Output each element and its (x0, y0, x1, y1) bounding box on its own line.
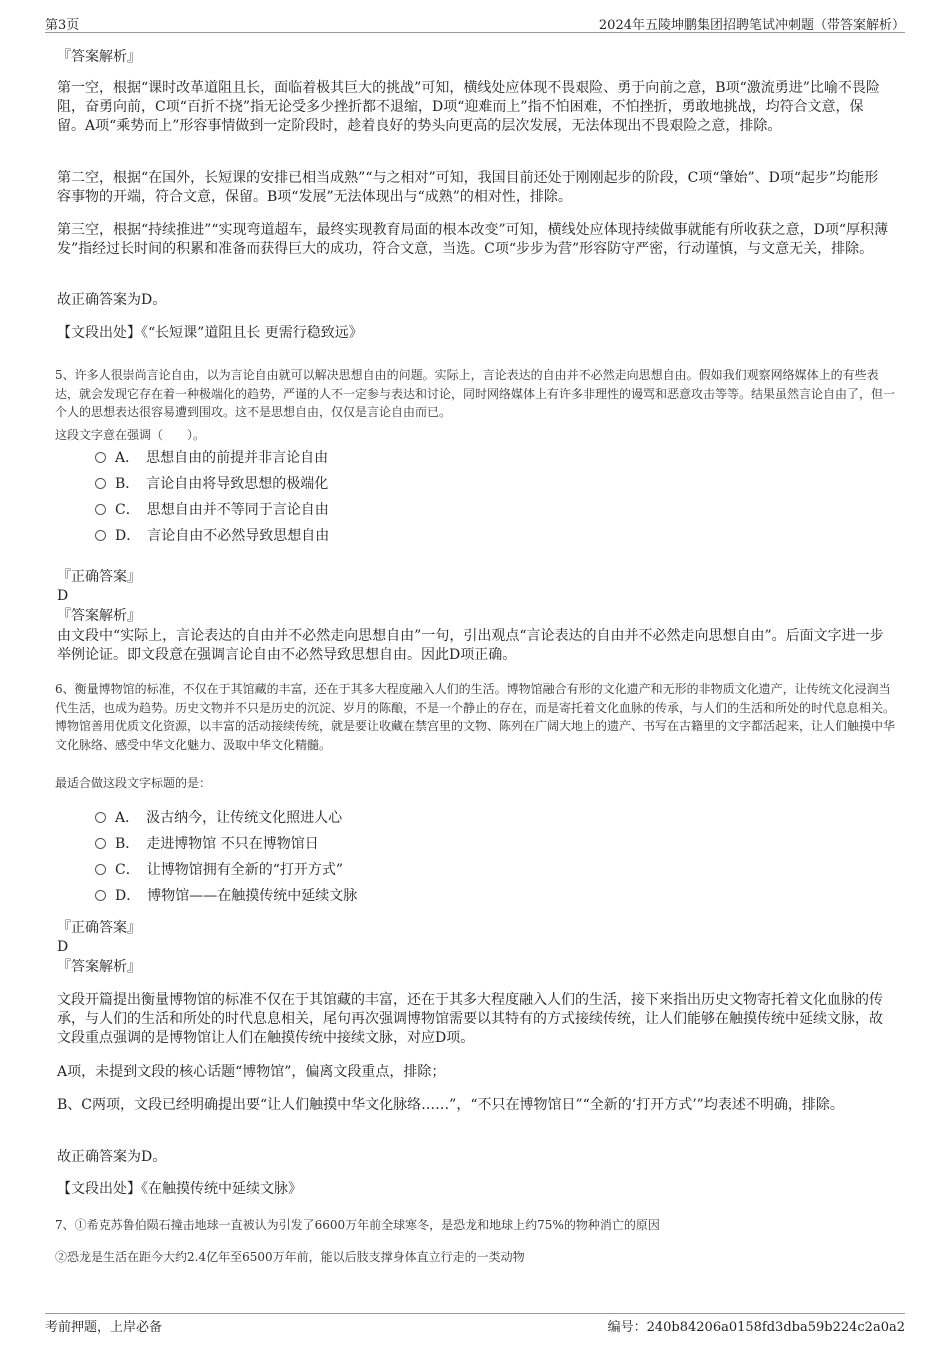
q5-option-d[interactable]: D． 言论自由不必然导致思想自由 (95, 526, 329, 546)
q6-conclusion: 故正确答案为D。 (57, 1149, 167, 1165)
radio-icon[interactable] (95, 890, 106, 901)
q6-analysis-p1: 文段开篇提出衡量博物馆的标准不仅在于其馆藏的丰富，还在于其多大程度融入人们的生活，接下来指出历史文物寄托着文化血脉的传承，与人们的生活和所处的时代息息相关，尾句再次强调博物馆需要以其特有的方式接续传统，让人们能够在触摸传统中延续文脉，故文段重点强调的是博物馆让人们在触摸传统中接续文脉，对应D项。 (57, 992, 883, 1046)
q7-line2: ②恐龙是生活在距今大约2.4亿年至6500万年前，能以后肢支撑身体直立行走的一类动物 (55, 1250, 525, 1264)
document-title: 2024年五陵坤鹏集团招聘笔试冲刺题（带答案解析） (598, 18, 905, 33)
radio-icon[interactable] (95, 864, 106, 875)
page-footer (45, 1313, 905, 1334)
q6-prompt: 最适合做这段文字标题的是： (55, 776, 212, 790)
q4-analysis-p2: 第二空，根据“在国外，长短课的安排已相当成熟”“与之相对”可知，我国目前还处于刚刚起步的阶段，C项“肇始”、D项“起步”均能形容事物的开端，符合文意，保留。B项“发展”无法体现出与“成熟”的相对性，排除。 (57, 170, 879, 205)
q6-analysis-label: 『答案解析』 (57, 959, 141, 975)
radio-icon[interactable] (95, 812, 106, 823)
q4-conclusion: 故正确答案为D。 (57, 292, 167, 308)
q6-option-d[interactable]: D． 博物馆——在触摸传统中延续文脉 (95, 886, 357, 906)
q4-analysis-label: 『答案解析』 (57, 49, 141, 65)
q6-answer-label: 『正确答案』 (57, 920, 141, 936)
q5-stem: 5、许多人很崇尚言论自由，以为言论自由就可以解决思想自由的问题。实际上，言论表达的自由并不必然走向思想自由。假如我们观察网络媒体上的有些表达，就会发现它存在着一种极端化的趋势，严谨的人不一定参与表达和讨论，同时网络媒体上有许多非理性的谩骂和恶意攻击等等。结果虽然言论自由了，但一个人的思想表达很容易遭到围攻。这不是思想自由，仅仅是言论自由而已。 (55, 368, 896, 419)
q6-stem: 6、衡量博物馆的标准，不仅在于其馆藏的丰富，还在于其多大程度融入人们的生活。博物馆融合有形的文化遗产和无形的非物质文化遗产，让传统文化浸润当代生活，也成为趋势。历史文物并不只是历史的沉淀、岁月的陈酿，不是一个静止的存在，而是寄托着文化血脉的传承，与人们的生活和所处的时代息息相关。博物馆善用优质文化资源，以丰富的活动接续传统，就是要让收藏在禁宫里的文物、陈列在广阔大地上的遗产、书写在古籍里的文字都活起来，让人们触摸中华文化脉络、感受中华文化魅力、汲取中华文化精髓。 (55, 682, 896, 752)
q6-answer: D (57, 939, 69, 955)
q5-answer-label: 『正确答案』 (57, 569, 141, 585)
radio-icon[interactable] (95, 478, 106, 489)
q5-option-a[interactable]: A． 思想自由的前提并非言论自由 (95, 448, 328, 468)
q5-analysis-label: 『答案解析』 (57, 608, 141, 624)
q4-source: 【文段出处】《“长短课”道阻且长 更需行稳致远》 (57, 325, 363, 341)
q6-option-a[interactable]: A． 汲古纳今，让传统文化照进人心 (95, 808, 342, 828)
q5-analysis: 由文段中“实际上，言论表达的自由并不必然走向思想自由”一句，引出观点“言论表达的自由并不必然走向思想自由”。后面文字进一步举例论证。即文段意在强调言论自由不必然导致思想自由。因此D项正确。 (57, 628, 884, 663)
q5-answer: D (57, 588, 69, 604)
radio-icon[interactable] (95, 530, 106, 541)
q5-option-c[interactable]: C． 思想自由并不等同于言论自由 (95, 500, 329, 520)
q5-option-b[interactable]: B． 言论自由将导致思想的极端化 (95, 474, 328, 494)
q6-option-c[interactable]: C． 让博物馆拥有全新的“打开方式” (95, 860, 343, 880)
footer-doc-id: 编号：240b84206a0158fd3dba59b224c2a0a2 (607, 1320, 905, 1335)
page-number: 第3页 (45, 18, 80, 33)
q7-line1: 7、①希克苏鲁伯陨石撞击地球一直被认为引发了6600万年前全球寒冬，是恐龙和地球上约75%的物种消亡的原因 (55, 1218, 660, 1232)
q6-analysis-p2: A项，未提到文段的核心话题“博物馆”，偏离文段重点，排除； (57, 1064, 446, 1080)
radio-icon[interactable] (95, 838, 106, 849)
q4-analysis-p3: 第三空，根据“持续推进”“实现弯道超车，最终实现教育局面的根本改变”可知，横线处应体现持续做事就能有所收获之意，D项“厚积薄发”指经过长时间的积累和准备而获得巨大的成功，符合文意，当选。C项“步步为营”形容防守严密，行动谨慎，与文意无关，排除。 (57, 222, 889, 257)
q6-analysis-p3: B、C两项，文段已经明确提出要“让人们触摸中华文化脉络……”，“不只在博物馆日”“全新的‘打开方式’”均表述不明确，排除。 (57, 1097, 844, 1113)
footer-slogan: 考前押题，上岸必备 (45, 1320, 163, 1335)
radio-icon[interactable] (95, 452, 106, 463)
q6-option-b[interactable]: B． 走进博物馆 不只在博物馆日 (95, 834, 319, 854)
page-header (45, 12, 905, 33)
q5-prompt: 这段文字意在强调（ ）。 (55, 428, 206, 442)
q6-source: 【文段出处】《在触摸传统中延续文脉》 (57, 1181, 302, 1197)
radio-icon[interactable] (95, 504, 106, 515)
q4-analysis-p1: 第一空，根据“课时改革道阻且长，面临着极其巨大的挑战”可知，横线处应体现不畏艰险、勇于向前之意，B项“激流勇进”比喻不畏险阻，奋勇向前，C项“百折不挠”指无论受多少挫折都不退缩，D项“迎难而上”指不怕困难，不怕挫折，勇敢地挑战，均符合文意，保留。A项“乘势而上”形容事情做到一定阶段时，趁着良好的势头向更高的层次发展，无法体现出不畏艰险之意，排除。 (57, 80, 880, 134)
